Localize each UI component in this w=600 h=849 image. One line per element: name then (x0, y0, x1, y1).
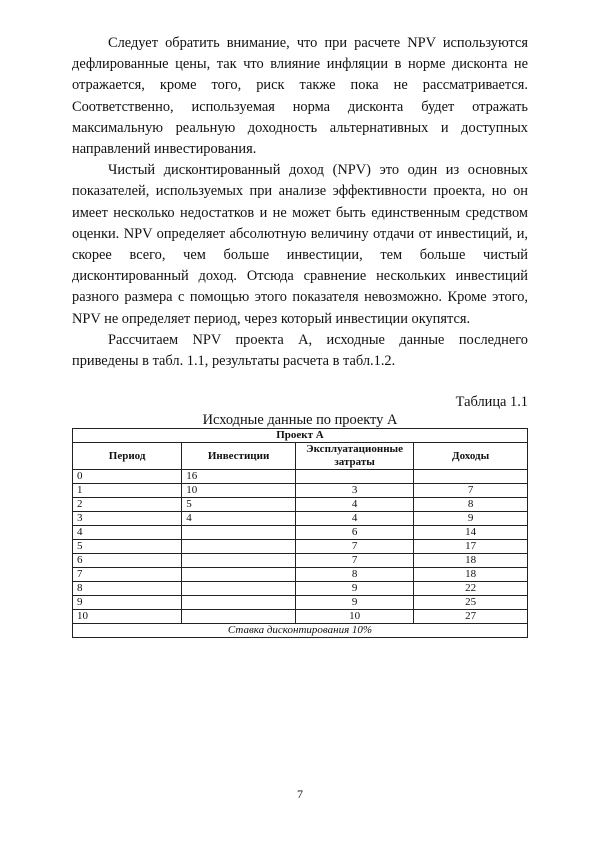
column-header-income: Доходы (414, 443, 528, 470)
table-row (73, 596, 528, 610)
table-row (73, 512, 528, 526)
table-cell (182, 554, 296, 568)
table-row (73, 610, 528, 624)
table-cell: 4 (295, 512, 413, 526)
table-cell: 4 (73, 526, 182, 540)
table-cell: 8 (414, 498, 528, 512)
page-number: 7 (297, 787, 303, 801)
table-cell: 7 (295, 540, 413, 554)
table-cell: 9 (295, 582, 413, 596)
table-cell: 16 (182, 470, 296, 484)
table-cell (182, 568, 296, 582)
table-cell: 25 (414, 596, 528, 610)
table-cell: 0 (73, 470, 182, 484)
table-cell: 22 (414, 582, 528, 596)
table-cell: 7 (73, 568, 182, 582)
table-cell: 7 (414, 484, 528, 498)
table-row (73, 540, 528, 554)
table-row (73, 484, 528, 498)
table-cell: 9 (73, 596, 182, 610)
table-cell: 14 (414, 526, 528, 540)
table-cell (182, 610, 296, 624)
table-cell: 10 (182, 484, 296, 498)
table-cell (295, 470, 413, 484)
paragraph-1: Следует обратить внимание, что при расчете NPV используются дефлированные цены, так что влияние инфляции в норме дисконта не отражается, кроме того, риск также пока не рассматривается. Соответственно, используемая норма дисконта будет отражать максимальную реальную доходность альтернативных и доступных направлений инвестирования. (72, 35, 528, 158)
table-cell: 8 (73, 582, 182, 596)
table-cell: 10 (73, 610, 182, 624)
table-cell: 6 (295, 526, 413, 540)
table-cell: 4 (182, 512, 296, 526)
table-cell (182, 540, 296, 554)
table-cell: 9 (414, 512, 528, 526)
table-cell: 5 (73, 540, 182, 554)
table-label: Таблица 1.1 (455, 394, 528, 410)
paragraph-3: Рассчитаем NPV проекта А, исходные данные последнего приведены в табл. 1.1, результаты расчета в табл.1.2. (72, 331, 528, 370)
table-cell: 17 (414, 540, 528, 554)
table-cell: 7 (295, 554, 413, 568)
table-row (73, 526, 528, 540)
footnote-row (73, 624, 528, 638)
table-cell: 10 (295, 610, 413, 624)
table-cell: 3 (295, 484, 413, 498)
table-cell: 5 (182, 498, 296, 512)
table-cell (414, 470, 528, 484)
table-cell: 27 (414, 610, 528, 624)
table-cell: 8 (295, 568, 413, 582)
table-cell (182, 596, 296, 610)
table-cell: 1 (73, 484, 182, 498)
table-cell: 18 (414, 568, 528, 582)
table-footnote: Ставка дисконтирования 10% (73, 624, 528, 638)
table-cell: 9 (295, 596, 413, 610)
table-cell: 2 (73, 498, 182, 512)
table-cell: 6 (73, 554, 182, 568)
column-header-row (73, 443, 528, 470)
table-row (73, 582, 528, 596)
table-row (73, 554, 528, 568)
paragraph-2: Чистый дисконтированный доход (NPV) это один из основных показателей, используемых при анализе эффективности проекта, но он имеет несколько недостатков и не может быть единственным средством оценки. NPV определяет абсолютную величину отдачи от инвестиций, и, скорее всего, чем больше инвестиции, тем больше чистый дисконтированный доход. Отсюда сравнение нескольких инвестиций разного размера с помощью этого показателя невозможно. Кроме этого, NPV не определяет период, через который инвестиции окупятся. (72, 162, 528, 327)
table-row (73, 498, 528, 512)
table-cell: 3 (73, 512, 182, 526)
table-cell (182, 582, 296, 596)
table-cell: 4 (295, 498, 413, 512)
column-header-operating-costs: Эксплуатационные затраты (295, 443, 413, 470)
group-header-row (73, 429, 528, 443)
table-cell (182, 526, 296, 540)
column-header-investments: Инвестиции (182, 443, 296, 470)
table-cell: 18 (414, 554, 528, 568)
group-header: Проект А (73, 429, 528, 443)
table-row (73, 470, 528, 484)
column-header-period: Период (73, 443, 182, 470)
body-text (72, 33, 528, 372)
table-title: Исходные данные по проекту А (202, 412, 398, 428)
data-table (72, 428, 528, 638)
table-row (73, 568, 528, 582)
